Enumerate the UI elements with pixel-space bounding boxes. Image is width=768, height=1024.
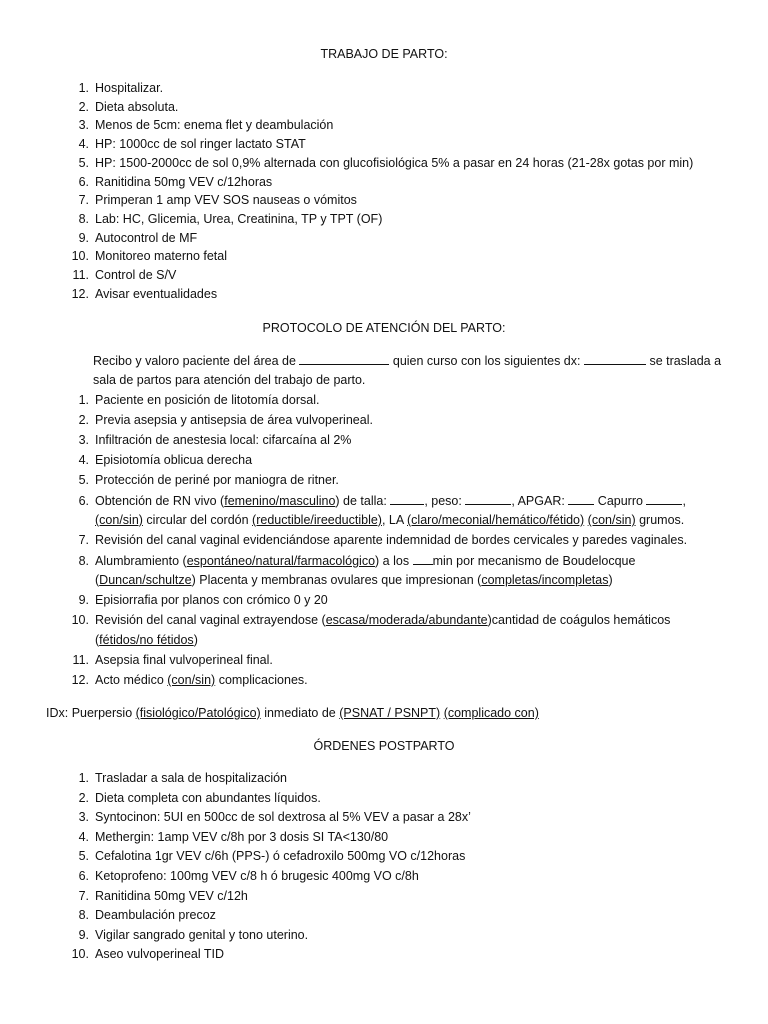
protocol-item bbox=[65, 533, 687, 547]
item-number: 7. bbox=[78, 888, 89, 903]
text: grumos. bbox=[639, 513, 685, 527]
text: ) Placenta y membranas ovulares que impresionan ( bbox=[191, 573, 482, 587]
text: min por mecanismo de Boudelocque bbox=[432, 554, 636, 568]
list-item-text: HP: 1000cc de sol ringer lactato STAT bbox=[95, 137, 306, 152]
option: (complicado con) bbox=[443, 706, 539, 720]
list-item-text: Aseo vulvoperineal TID bbox=[95, 947, 225, 962]
text: )cantidad de coágulos hemáticos bbox=[487, 613, 671, 627]
intro-text-c: se traslada a bbox=[649, 354, 722, 368]
item-number: 9. bbox=[78, 593, 89, 607]
item-number: 10. bbox=[71, 947, 89, 962]
list-item-text: Autocontrol de MF bbox=[95, 230, 198, 245]
protocol-item-12 bbox=[65, 673, 308, 687]
item-number: 6. bbox=[78, 174, 89, 189]
text: ) a los bbox=[375, 554, 410, 568]
item-number: 8. bbox=[78, 211, 89, 226]
blank-peso bbox=[465, 493, 511, 505]
list-item bbox=[65, 830, 388, 844]
list-item bbox=[65, 928, 308, 942]
option: (con/sin) bbox=[167, 673, 216, 687]
protocol-intro-line2: sala de partos para atención del trabajo de parto. bbox=[93, 373, 366, 387]
protocol-item-text: Paciente en posición de litotomía dorsal. bbox=[95, 393, 320, 407]
list-item-text: Control de S/V bbox=[95, 268, 177, 282]
list-item-text: Syntocinon: 5UI en 500cc de sol dextrosa al 5% VEV a pasar a 28x’ bbox=[95, 810, 471, 825]
list-item bbox=[65, 791, 321, 805]
option: espontáneo/natural/farmacológico bbox=[186, 554, 376, 568]
list-item-text: Deambulación precoz bbox=[95, 908, 216, 923]
list-item bbox=[65, 137, 306, 151]
text: , APGAR: bbox=[511, 494, 565, 508]
option: Duncan/schultze bbox=[99, 573, 192, 587]
protocol-item bbox=[65, 473, 339, 487]
list-item-text: Ketoprofeno: 100mg VEV c/8 h ó brugesic 400mg VO c/8h bbox=[95, 869, 419, 883]
list-item bbox=[65, 249, 227, 263]
text: Acto médico bbox=[95, 673, 164, 687]
item-number: 2. bbox=[78, 790, 89, 805]
protocol-item-6 bbox=[65, 493, 686, 508]
text: inmediato de bbox=[264, 706, 336, 720]
option: (con/sin) bbox=[95, 513, 143, 527]
protocol-item-text: Episiorrafia por planos con crómico 0 y 20 bbox=[95, 593, 328, 607]
protocol-item-6-line2 bbox=[95, 513, 684, 527]
item-number: 1. bbox=[78, 393, 89, 407]
text: Obtención de RN vivo ( bbox=[95, 494, 225, 508]
protocol-intro-line1 bbox=[93, 353, 721, 368]
protocol-item bbox=[65, 653, 273, 667]
text: ) bbox=[193, 633, 198, 647]
item-number: 3. bbox=[78, 118, 89, 133]
option: (reductible/ireeductible) bbox=[252, 513, 382, 527]
protocol-item bbox=[65, 453, 252, 467]
item-number: 3. bbox=[78, 810, 89, 825]
text: ) bbox=[608, 573, 613, 587]
list-item-text: Primperan 1 amp VEV SOS nauseas o vómitos bbox=[95, 193, 357, 208]
item-number: 6. bbox=[78, 869, 89, 883]
protocol-item-text: Asepsia final vulvoperineal final. bbox=[95, 653, 273, 667]
list-item-text: Monitoreo materno fetal bbox=[95, 249, 228, 264]
item-number: 4. bbox=[78, 829, 89, 844]
intro-text-a: Recibo y valoro paciente del área de bbox=[93, 354, 296, 368]
list-item bbox=[65, 947, 224, 961]
item-number: 5. bbox=[78, 473, 89, 487]
item-number: 4. bbox=[78, 453, 89, 467]
item-number: 11. bbox=[72, 268, 89, 282]
text: ( bbox=[95, 633, 100, 647]
item-number: 10. bbox=[71, 613, 89, 627]
protocol-item-text: Infiltración de anestesia local: cifarcaína al 2% bbox=[95, 433, 352, 447]
item-number: 8. bbox=[78, 908, 89, 923]
blank-dx bbox=[584, 353, 646, 365]
item-number: 3. bbox=[78, 433, 89, 447]
section-title-ordenes-postparto: ÓRDENES POSTPARTO bbox=[313, 739, 455, 753]
option: fétidos/no fétidos bbox=[99, 633, 194, 647]
list-item bbox=[65, 81, 163, 95]
item-number: 12. bbox=[71, 673, 89, 687]
list-item bbox=[65, 193, 357, 207]
text: IDx: Puerpersio bbox=[46, 706, 133, 720]
list-item bbox=[65, 100, 178, 114]
text: Capurro bbox=[597, 494, 643, 508]
item-number: 1. bbox=[78, 81, 89, 95]
section-title-trabajo-de-parto: TRABAJO DE PARTO: bbox=[320, 47, 448, 61]
list-item-text: Dieta completa con abundantes líquidos. bbox=[95, 790, 321, 805]
list-item bbox=[65, 118, 333, 132]
list-item-text: Vigilar sangrado genital y tono uterino. bbox=[95, 927, 309, 942]
list-item-text: Menos de 5cm: enema flet y deambulación bbox=[95, 118, 334, 133]
list-item-text: Ranitidina 50mg VEV c/12h bbox=[95, 888, 248, 903]
protocol-item bbox=[65, 593, 328, 607]
option: (PSNAT / PSNPT) bbox=[339, 706, 441, 720]
list-item-text: HP: 1500-2000cc de sol 0,9% alternada con glucofisiológica 5% a pasar en 24 horas (21-28x gotas por min) bbox=[95, 155, 694, 170]
list-item bbox=[65, 175, 272, 189]
list-item bbox=[65, 889, 248, 903]
list-item bbox=[65, 156, 693, 170]
list-item-text: Cefalotina 1gr VEV c/6h (PPS-) ó cefadroxilo 500mg VO c/12horas bbox=[95, 849, 466, 864]
list-item bbox=[65, 231, 197, 245]
idx-line bbox=[46, 706, 539, 720]
text: complicaciones. bbox=[218, 673, 308, 687]
protocol-item-8 bbox=[65, 553, 635, 568]
item-number: 7. bbox=[78, 533, 89, 547]
option: completas/incompletas bbox=[481, 573, 609, 587]
item-number: 10. bbox=[71, 249, 89, 264]
item-number: 11. bbox=[72, 653, 89, 667]
list-item bbox=[65, 849, 465, 863]
protocol-item-text: Previa asepsia y antisepsia de área vulvoperineal. bbox=[95, 413, 373, 427]
item-number: 4. bbox=[78, 137, 89, 152]
list-item-text: Methergin: 1amp VEV c/8h por 3 dosis SI TA<130/80 bbox=[95, 829, 389, 844]
protocol-item-10 bbox=[65, 613, 670, 627]
text: , bbox=[682, 494, 686, 508]
list-item bbox=[65, 287, 217, 301]
list-item bbox=[65, 869, 419, 883]
list-item-text: Lab: HC, Glicemia, Urea, Creatinina, TP y TPT (OF) bbox=[95, 211, 383, 226]
item-number: 2. bbox=[78, 413, 89, 427]
option: (fisiológico/Patológico) bbox=[135, 706, 261, 720]
option: (claro/meconial/hemático/fétido) bbox=[407, 513, 585, 527]
item-number: 9. bbox=[78, 927, 89, 942]
item-number: 5. bbox=[78, 155, 89, 170]
list-item bbox=[65, 810, 471, 824]
protocol-item-10-line2 bbox=[95, 633, 198, 647]
option: (con/sin) bbox=[587, 513, 636, 527]
item-number: 8. bbox=[78, 554, 89, 568]
blank-apgar bbox=[568, 493, 594, 505]
protocol-item-8-line2 bbox=[95, 573, 613, 587]
list-item-text: Ranitidina 50mg VEV c/12horas bbox=[95, 174, 273, 189]
sex-options: femenino/masculino bbox=[224, 494, 336, 508]
section-title-protocolo: PROTOCOLO DE ATENCIÓN DEL PARTO: bbox=[262, 321, 506, 335]
blank-capurro bbox=[646, 493, 682, 505]
item-number: 9. bbox=[78, 230, 89, 245]
item-number: 12. bbox=[71, 286, 89, 301]
item-number: 6. bbox=[78, 494, 89, 508]
protocol-item-text: Episiotomía oblicua derecha bbox=[95, 453, 253, 467]
protocol-item-text: Revisión del canal vaginal evidenciándose aparente indemnidad de bordes cervicales y paredes vaginales. bbox=[95, 533, 688, 547]
list-item-text: Trasladar a sala de hospitalización bbox=[95, 771, 288, 785]
item-number: 1. bbox=[78, 771, 89, 785]
item-number: 5. bbox=[78, 849, 89, 864]
text: ) de talla: bbox=[335, 494, 387, 508]
text: , peso: bbox=[424, 494, 462, 508]
list-item bbox=[65, 268, 176, 282]
intro-text-b: quien curso con los siguientes dx: bbox=[392, 354, 581, 368]
blank-talla bbox=[390, 493, 424, 505]
list-item bbox=[65, 212, 382, 226]
option: escasa/moderada/abundante bbox=[325, 613, 488, 627]
text: circular del cordón bbox=[146, 513, 249, 527]
text: , LA bbox=[381, 513, 404, 527]
list-item-text: Hospitalizar. bbox=[95, 81, 164, 95]
item-number: 7. bbox=[78, 193, 89, 208]
protocol-item bbox=[65, 413, 373, 427]
text: ( bbox=[95, 573, 100, 587]
blank-area bbox=[299, 353, 389, 365]
text: Alumbramiento ( bbox=[95, 554, 187, 568]
item-number: 2. bbox=[78, 99, 89, 114]
blank-min bbox=[413, 553, 433, 565]
list-item-text: Dieta absoluta. bbox=[95, 99, 179, 114]
list-item bbox=[65, 771, 287, 785]
protocol-item bbox=[65, 393, 319, 407]
list-item bbox=[65, 908, 216, 922]
text: Revisión del canal vaginal extrayendose ( bbox=[95, 613, 326, 627]
protocol-item-text: Protección de periné por maniogra de ritner. bbox=[95, 473, 339, 487]
list-item-text: Avisar eventualidades bbox=[95, 286, 218, 301]
protocol-item bbox=[65, 433, 351, 447]
